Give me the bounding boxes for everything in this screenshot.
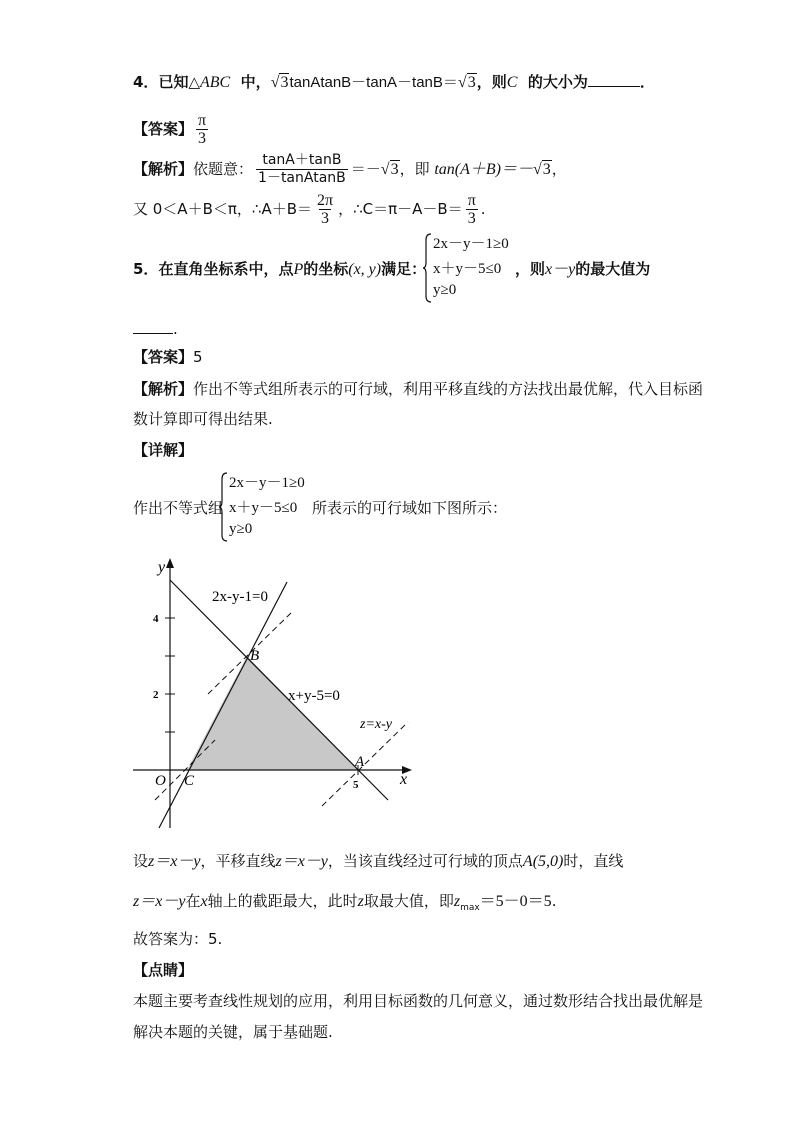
- x-axis-label: x: [400, 771, 408, 788]
- y-axis-label: y: [158, 559, 166, 576]
- line1-label: 2x-y-1=0: [212, 589, 268, 605]
- point-c-label: C: [184, 773, 195, 789]
- left-brace-icon: [423, 232, 433, 304]
- y-axis-arrow: [166, 558, 174, 568]
- q4-2pi-3-fraction: $\frac{2\pi}{3}$: [317, 192, 334, 227]
- y-tick-4-label: 4: [153, 613, 159, 625]
- q5-detail-inequality-system: 2x－y－1≥0 x＋y－5≤0 y≥0: [219, 471, 319, 543]
- q5-blank-line: .: [133, 318, 178, 340]
- q5-analysis: 【解析】作出不等式组所表示的可行域，利用平移直线的方法找出最优解，代入目标函: [133, 380, 704, 398]
- x-tick-5-label: 5: [353, 779, 359, 791]
- q5-comment-line1: 本题主要考查线性规划的应用，利用目标函数的几何意义，通过数形结合找出最优解是: [133, 992, 704, 1010]
- q4-pi-3-fraction: $\frac{\pi}{3}$: [467, 192, 476, 227]
- feasible-region: [187, 656, 358, 770]
- q5-comment-heading: 【点睛】: [133, 961, 194, 979]
- origin-label: O: [155, 773, 166, 789]
- line2-label: x+y-5=0: [288, 688, 340, 704]
- q4-answer: 【答案】 $\frac{\pi}{3}$: [133, 112, 207, 147]
- left-brace-icon: [219, 471, 229, 543]
- q5-conclusion: 故答案为：5.: [133, 930, 223, 948]
- q5-solution-line2: z＝x－y在x轴上的截距最大，此时z取最大值，即$z_{max}=5-0=5$.: [133, 892, 557, 913]
- q5-number: 5．: [133, 260, 159, 278]
- q5-detail-post: 所表示的可行域如下图所示：: [312, 499, 508, 517]
- q5-answer-blank: [133, 319, 173, 334]
- q4-number: 4．: [133, 73, 159, 91]
- z-line-label: z=x-y: [360, 717, 392, 732]
- q4-tan-sum-fraction: $\frac{\tan A+\tan B}{\text{1－tanAtanB}}$: [258, 152, 346, 186]
- q4-analysis-line2: 又 0＜A＋B＜π，∴A＋B＝ $\frac{2\pi}{3}$ ，∴C＝π－A－B＝ $\frac{\pi}{3}$ .: [133, 192, 486, 227]
- point-b-label: B: [250, 648, 260, 664]
- q4-analysis: 【解析】依题意： $\frac{\tan A+\tan B}{\text{1－tanAtanB}}$ ＝－√3，即 tan(A＋B)＝－√3，: [133, 152, 567, 186]
- q5-detail-pre: 作出不等式组: [133, 499, 224, 517]
- y-tick-2-label: 2: [153, 689, 159, 701]
- feasible-region-figure: [133, 555, 423, 835]
- q4-stem: 4．已知△ABC 中，√3tanAtanB－tanA－tanB＝√3，则C 的大小为 ．: [133, 73, 655, 91]
- point-a-label: A: [355, 754, 365, 770]
- q5-answer: 【答案】5: [133, 348, 203, 366]
- q5-stem: 5．在直角坐标系中，点P的坐标(x, y)满足：: [133, 260, 427, 278]
- q5-stem-tail: ，则x－y的最大值为: [515, 260, 651, 278]
- q4-answer-blank: [588, 72, 640, 87]
- q5-solution-line1: 设z＝x－y，平移直线z＝x－y，当该直线经过可行域的顶点A(5,0)时，直线: [133, 852, 624, 870]
- q5-inequality-system: 2x－y－1≥0 x＋y－5≤0 y≥0: [423, 232, 523, 304]
- q5-comment-line2: 解决本题的关键，属于基础题.: [133, 1023, 333, 1041]
- q4-answer-fraction: $\frac{\pi}{3}$: [198, 112, 207, 147]
- q5-analysis-line2: 数计算即可得出结果.: [133, 410, 273, 428]
- q5-detail-heading: 【详解】: [133, 441, 194, 459]
